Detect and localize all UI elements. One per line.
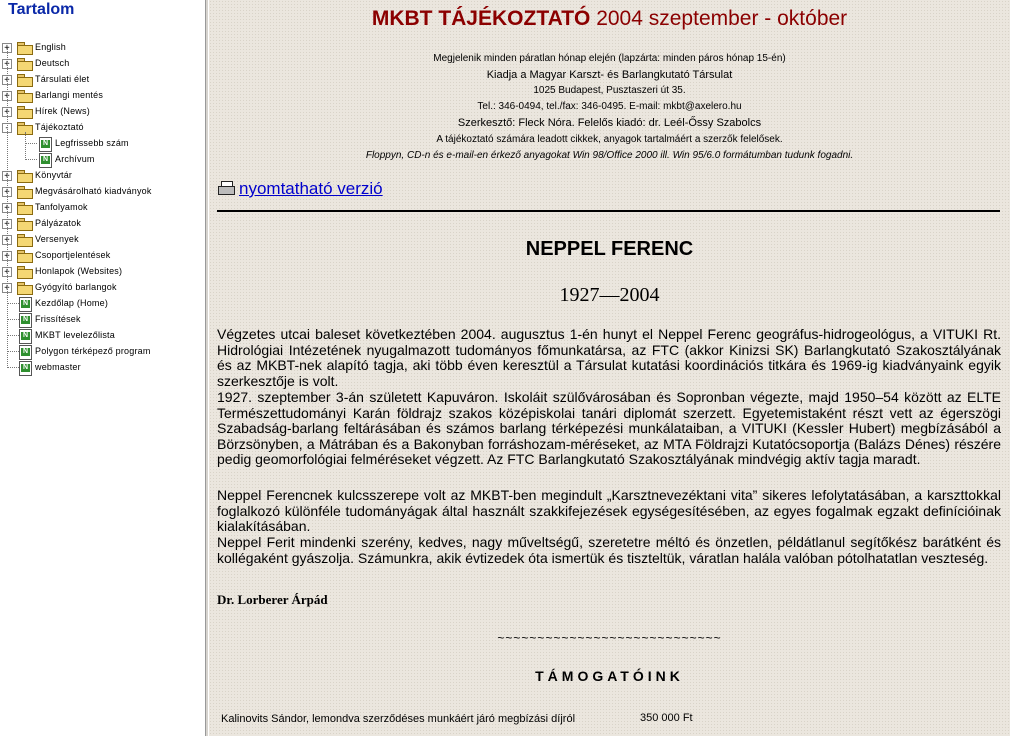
collapse-icon[interactable]: - [2, 123, 12, 133]
expand-icon[interactable]: + [2, 75, 12, 85]
folder-icon [17, 186, 32, 197]
tree-item[interactable] [0, 296, 205, 312]
editor-line: Szerkesztő: Fleck Nóra. Felelős kiadó: dr. Leél-Őssy Szabolcs [457, 117, 762, 129]
section-separator: ~~~~~~~~~~~~~~~~~~~~~~~~~~~~ [497, 631, 722, 645]
article-paragraph: Neppel Ferencnek kulcsszerepe volt az MKBT-ben megindult „Karsztnevezéktani vita” sikeres lefolytatásában, a karszttokkal foglalkozó különféle tudományágak által használt szakkifejezések egységesítésében, az egyes fogalmak egzakt definícióinak kialakításában. [217, 487, 1001, 534]
contact-line: Tel.: 346-0494, tel./fax: 346-0495. E-mail: mkbt@axelero.hu [477, 101, 742, 112]
article-paragraph: 1927. szeptember 3-án született Kapuváron. Iskoláit szülővárosában és Sopronban végezte, majd 1950–54 között az ELTE Természettudományi Karán földrajz szakos középiskolai tanári diplomát szerzett. Egyetemistaként részt vett az égerszögi Szabadság-barlang feltárásában és számos barlang térképezési munkálataiban, a VITUKI (Kessler Hubert) megbízásából a Börzsönyben, a Mátrában és a Bakonyban forráshozam-méréseket, az MTA Földrajzi Kutatócsoportja (Balázs Dénes) részére pedig geomorfológiai felméréseket végzett. Az FTC Barlangkutató Szakosztályának mindvégig aktív tagja maradt. [217, 389, 1001, 467]
expand-icon[interactable]: + [2, 187, 12, 197]
tree-item[interactable] [0, 216, 205, 232]
folder-icon [17, 170, 32, 181]
tree-item-label[interactable]: Archívum [55, 154, 95, 164]
tree-item-label[interactable]: Frissítések [35, 314, 81, 324]
article-author: Dr. Lorberer Árpád [217, 592, 328, 607]
tree-item-label[interactable]: Könyvtár [35, 170, 73, 180]
expand-icon[interactable]: + [2, 235, 12, 245]
tree-item-label[interactable]: Legfrissebb szám [55, 138, 129, 148]
tree-item[interactable] [0, 360, 205, 376]
tree-item[interactable] [0, 152, 205, 168]
expand-icon[interactable]: + [2, 251, 12, 261]
tree-item[interactable] [0, 120, 205, 136]
folder-icon [17, 250, 32, 261]
expand-icon[interactable]: + [2, 171, 12, 181]
tree-item[interactable] [0, 168, 205, 184]
folder-icon [17, 202, 32, 213]
document-icon: N [19, 313, 32, 328]
printer-icon[interactable] [218, 181, 235, 195]
tree-item[interactable] [0, 248, 205, 264]
document-icon: N [19, 345, 32, 360]
folder-icon [17, 58, 32, 69]
printable-version-link[interactable] [218, 179, 383, 199]
expand-icon[interactable]: + [2, 219, 12, 229]
main-content-frame [209, 0, 1010, 736]
folder-icon [17, 234, 32, 245]
tree-item-label[interactable]: Tanfolyamok [35, 202, 88, 212]
tree-item-label[interactable]: Barlangi mentés [35, 90, 104, 100]
printable-version-label[interactable]: nyomtatható verzió [239, 179, 383, 198]
disclaimer-line: A tájékoztató számára leadott cikkek, anyagok tartalmáért a szerzők felelősek. [436, 134, 783, 145]
folder-icon [17, 42, 32, 53]
publisher-line: Kiadja a Magyar Karszt- és Barlangkutató Társulat [486, 69, 733, 81]
document-icon: N [19, 361, 32, 376]
newsletter-title [209, 7, 1010, 31]
tree-item[interactable] [0, 184, 205, 200]
tree-item-label[interactable]: Megvásárolható kiadványok [35, 186, 152, 196]
tree-item-label[interactable]: Deutsch [35, 58, 70, 68]
newsletter-title-date: 2004 szeptember - október [590, 7, 848, 30]
tree-item[interactable] [0, 264, 205, 280]
supporters-heading: TÁMOGATÓINK [535, 668, 684, 684]
tree-item[interactable] [0, 104, 205, 120]
document-icon: N [39, 137, 52, 152]
folder-icon [17, 90, 32, 101]
document-icon: N [39, 153, 52, 168]
article-years: 1927—2004 [559, 284, 660, 306]
expand-icon[interactable]: + [2, 283, 12, 293]
tree-item-label[interactable]: Tájékoztató [35, 122, 84, 132]
tree-item-label[interactable]: Társulati élet [35, 74, 90, 84]
horizontal-rule [217, 210, 1000, 212]
address-line: 1025 Budapest, Pusztaszeri út 35. [533, 85, 686, 96]
tree-item-label[interactable]: Honlapok (Websites) [35, 266, 123, 276]
tree-item-label[interactable]: Pályázatok [35, 218, 82, 228]
toc-title: Tartalom [8, 1, 75, 18]
tree-item[interactable] [0, 56, 205, 72]
tree-item-label[interactable]: Polygon térképező program [35, 346, 151, 356]
folder-icon [17, 106, 32, 117]
expand-icon[interactable]: + [2, 203, 12, 213]
publication-note: Megjelenik minden páratlan hónap elején (lapzárta: minden páros hónap 15-én) [433, 53, 786, 64]
expand-icon[interactable]: + [2, 91, 12, 101]
folder-icon [17, 266, 32, 277]
expand-icon[interactable]: + [2, 267, 12, 277]
format-note: Floppyn, CD-n és e-mail-en érkező anyagokat Win 98/Office 2000 ill. Win 95/6.0 formátumban tudunk fogadni. [365, 150, 854, 161]
tree-item-label[interactable]: Versenyek [35, 234, 79, 244]
article-paragraph: Végzetes utcai baleset következtében 2004. augusztus 1-én hunyt el Neppel Ferenc geográfus-hidrogeológus, a VITUKI Rt. Hidrológiai Intézetének nyugalmazott tudományos főmunkatársa, az FTC (akkor Kinizsi SK) Barlangkutató Szakosztályának és az MKBT-nek alapító tagja, aki több éven keresztül a Társulat kutatási koordinációs titkára és 1969-ig kiadványaink egyik szerkesztője is volt. [217, 326, 1001, 389]
tree-item[interactable] [0, 328, 205, 344]
document-icon: N [19, 329, 32, 344]
tree-item-label[interactable]: MKBT levelezőlista [35, 330, 115, 340]
folder-icon [17, 282, 32, 293]
expand-icon[interactable]: + [2, 107, 12, 117]
tree-item-label[interactable]: webmaster [35, 362, 81, 372]
tree-item-label[interactable]: English [35, 42, 66, 52]
newsletter-title-main: MKBT TÁJÉKOZTATÓ [371, 7, 591, 30]
tree-item[interactable] [0, 232, 205, 248]
tree-item[interactable] [0, 72, 205, 88]
sponsor-name: Kalinovits Sándor, lemondva szerződéses munkáért járó megbízási díjról [221, 713, 576, 725]
document-icon: N [19, 297, 32, 312]
sponsor-amount: 350 000 Ft [640, 712, 693, 724]
tree-item[interactable] [0, 136, 205, 152]
tree-item[interactable] [0, 200, 205, 216]
tree-item[interactable] [0, 344, 205, 360]
article-title: NEPPEL FERENC [525, 238, 694, 260]
folder-icon [17, 74, 32, 85]
tree-item[interactable] [0, 312, 205, 328]
tree-item-label[interactable]: Csoportjelentések [35, 250, 111, 260]
table-of-contents-frame [0, 0, 205, 736]
tree-item-label[interactable]: Kezdőlap (Home) [35, 298, 109, 308]
article-paragraph: Neppel Ferit mindenki szerény, kedves, nagy műveltségű, szeretetre méltó és önzetlen, példátlanul segítőkész barátként és kollégaként gyászolja. Számunkra, akik évtizedek óta ismertük és tiszteltük, váratlan halála valóban pótolhatatlan veszteség. [217, 534, 1001, 566]
tree-item[interactable] [0, 280, 205, 296]
tree-item-label[interactable]: Gyógyító barlangok [35, 282, 117, 292]
tree-item[interactable] [0, 40, 205, 56]
expand-icon[interactable]: + [2, 59, 12, 69]
expand-icon[interactable]: + [2, 43, 12, 53]
tree-item[interactable] [0, 88, 205, 104]
tree-item-label[interactable]: Hírek (News) [35, 106, 90, 116]
folder-icon [17, 218, 32, 229]
